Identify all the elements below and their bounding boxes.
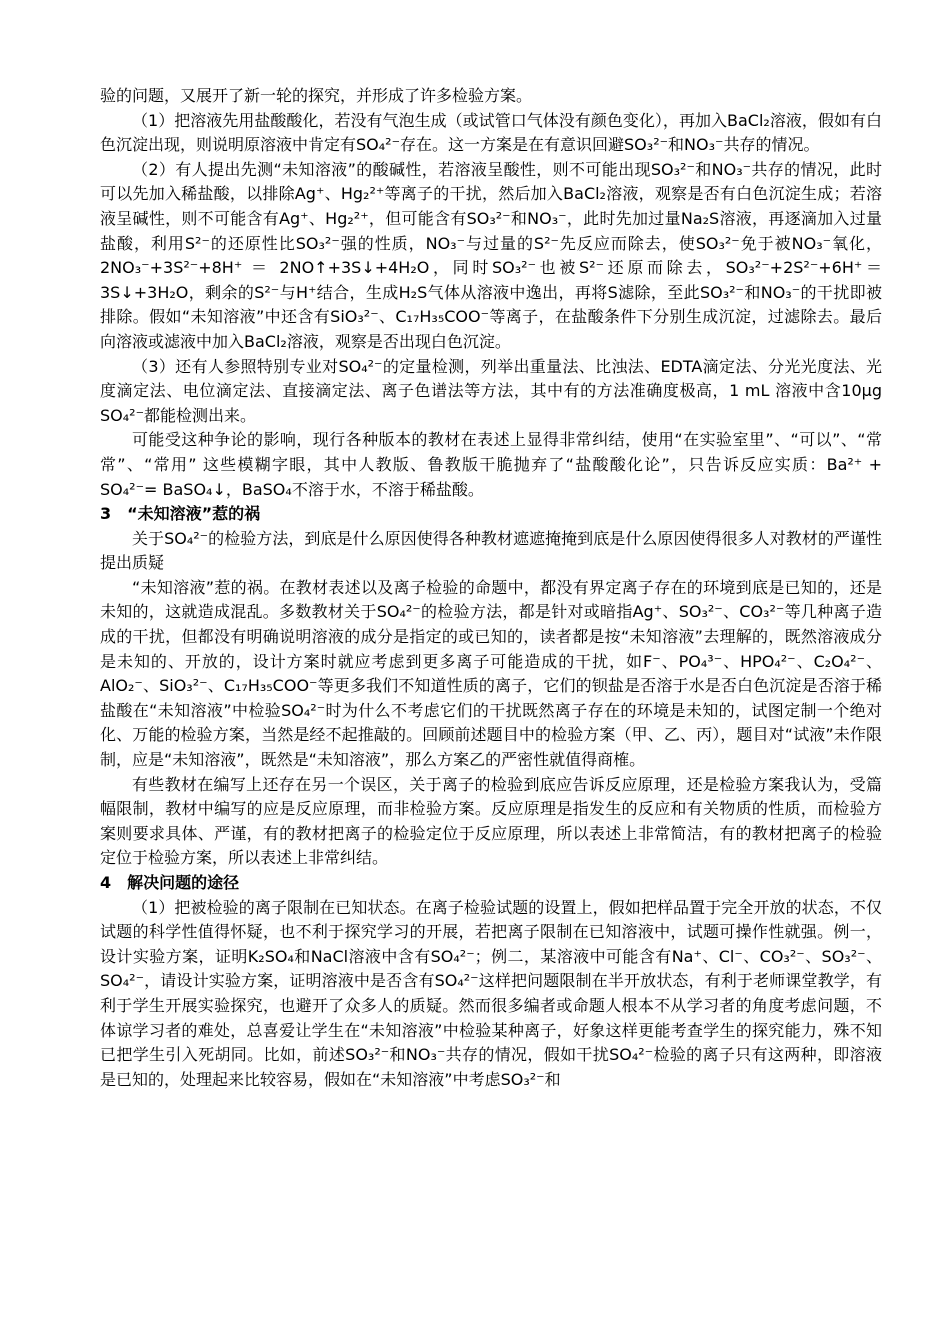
paragraph-question: 关于SO₄²⁻的检验方法，到底是什么原因使得各种教材遮遮掩掩到底是什么原因使得很多人对教材的严谨性提出质疑 [100, 528, 882, 573]
section-heading-4: 4 解决问题的途径 [100, 873, 240, 892]
paragraph-misconception: 有些教材在编写上还存在另一个误区，关于离子的检验到底应告诉反应原理，还是检验方案我认为，受篇幅限制，教材中编写的应是反应原理，而非检验方案。反应原理是指发生的反应和有关物质的性质，而检验方案则要求具体、严谨，有的教材把离子的检验定位于反应原理，所以表述上非常简洁，有的教材把离子的检验定位于检验方案，所以表述上非常纠结。 [100, 774, 882, 868]
paragraph-unknown-solution: “未知溶液”惹的祸。在教材表述以及离子检验的命题中，都没有界定离子存在的环境到底是已知的，还是未知的，这就造成混乱。多数教材关于SO₄²⁻的检验方法，都是针对或暗指Ag⁺、SO₃²⁻、CO₃²⁻等几种离子造成的干扰，但都没有明确说明溶液的成分是指定的或已知的，读者都是按“未知溶液”去理解的，既然溶液成分是未知的、开放的，设计方案时就应考虑到更多离子可能造成的干扰，如F⁻、PO₄³⁻、HPO₄²⁻、C₂O₄²⁻、AlO₂⁻、SiO₃²⁻、C₁₇H₃₅COO⁻等更多我们不知道性质的离子，它们的钡盐是否溶于水是否白色沉淀是否溶于稀盐酸在“未知溶液”中检验SO₄²⁻时为什么不考虑它们的干扰既然离子存在的环境是未知的，试图定制一个绝对化、万能的检验方案，当然是经不起推敲的。回顾前述题目中的检验方案（甲、乙、丙），题目对“试液”未作限制，应是“未知溶液”，既然是“未知溶液”，那么方案乙的严密性就值得商榷。 [100, 577, 882, 770]
paragraph-textbook-debate: 可能受这种争论的影响，现行各种版本的教材在表述上显得非常纠结，使用“在实验室里”、“可以”、“常常”、“常用” 这些模糊字眼，其中人教版、鲁教版干脆抛弃了“盐酸酸化论”，只告诉反应实质：Ba²⁺ + SO₄²⁻= BaSO₄↓，BaSO₄不溶于水，不溶于稀盐酸。 [100, 430, 882, 499]
document-body [100, 84, 882, 1092]
paragraph-method-3: （3）还有人参照特别专业对SO₄²⁻的定量检测，列举出重量法、比浊法、EDTA滴定法、分光光度法、光度滴定法、电位滴定法、直接滴定法、离子色谱法等方法，其中有的方法准确度极高，1 mL 溶液中含10μg SO₄²⁻都能检测出来。 [100, 356, 882, 425]
paragraph-method-1: （1）把溶液先用盐酸酸化，若没有气泡生成（或试管口气体没有颜色变化），再加入BaCl₂溶液，假如有白色沉淀出现，则说明原溶液中肯定有SO₄²⁻存在。这一方案是在有意识回避SO₃²⁻和NO₃⁻共存的情况。 [100, 110, 882, 155]
paragraph-solution-1: （1）把被检验的离子限制在已知状态。在离子检验试题的设置上，假如把样品置于完全开放的状态，不仅试题的科学性值得怀疑，也不利于探究学习的开展，若把离子限制在已知溶液中，试题可操作性就强。例一，设计实验方案，证明K₂SO₄和NaCl溶液中含有SO₄²⁻；例二，某溶液中可能含有Na⁺、Cl⁻、CO₃²⁻、SO₃²⁻、SO₄²⁻，请设计实验方案，证明溶液中是否含有SO₄²⁻这样把问题限制在半开放状态，有利于老师课堂教学，有利于学生开展实验探究，也避开了众多人的质疑。然而很多编者或命题人根本不从学习者的角度考虑问题，不体谅学习者的难处，总喜爱让学生在“未知溶液”中检验某种离子，好象这样更能考查学生的探究能力，殊不知已把学生引入死胡同。比如，前述SO₃²⁻和NO₃⁻共存的情况，假如干扰SO₄²⁻检验的离子只有这两种，即溶液是已知的，处理起来比较容易，假如在“未知溶液”中考虑SO₃²⁻和 [100, 897, 882, 1089]
paragraph-method-2: （2）有人提出先测“未知溶液”的酸碱性，若溶液呈酸性，则不可能出现SO₃²⁻和NO₃⁻共存的情况，此时可以先加入稀盐酸，以排除Ag⁺、Hg₂²⁺等离子的干扰，然后加入BaCl₂溶液，观察是否有白色沉淀生成；若溶液呈碱性，则不可能含有Ag⁺、Hg₂²⁺，但可能含有SO₃²⁻和NO₃⁻，此时先加过量Na₂S溶液，再逐滴加入过量盐酸，利用S²⁻的还原性比SO₃²⁻强的性质，NO₃⁻与过量的S²⁻先反应而除去，使SO₃²⁻免于被NO₃⁻氧化，2NO₃⁻+3S²⁻+8H⁺ ＝ 2NO↑+3S↓+4H₂O，同时SO₃²⁻也被S²⁻还原而除去，SO₃²⁻+2S²⁻+6H⁺＝3S↓+3H₂O，剩余的S²⁻与H⁺结合，生成H₂S气体从溶液中逸出，再将S滤除，至此SO₃²⁻和NO₃⁻的干扰即被排除。假如“未知溶液”中还含有SiO₃²⁻、C₁₇H₃₅COO⁻等离子，在盐酸条件下分别生成沉淀，过滤除去。最后向溶液或滤液中加入BaCl₂溶液，观察是否出现白色沉淀。 [100, 159, 882, 351]
section-heading-3: 3 “未知溶液”惹的祸 [100, 504, 261, 524]
paragraph-continuation: 验的问题，又展开了新一轮的探究，并形成了许多检验方案。 [100, 86, 533, 105]
